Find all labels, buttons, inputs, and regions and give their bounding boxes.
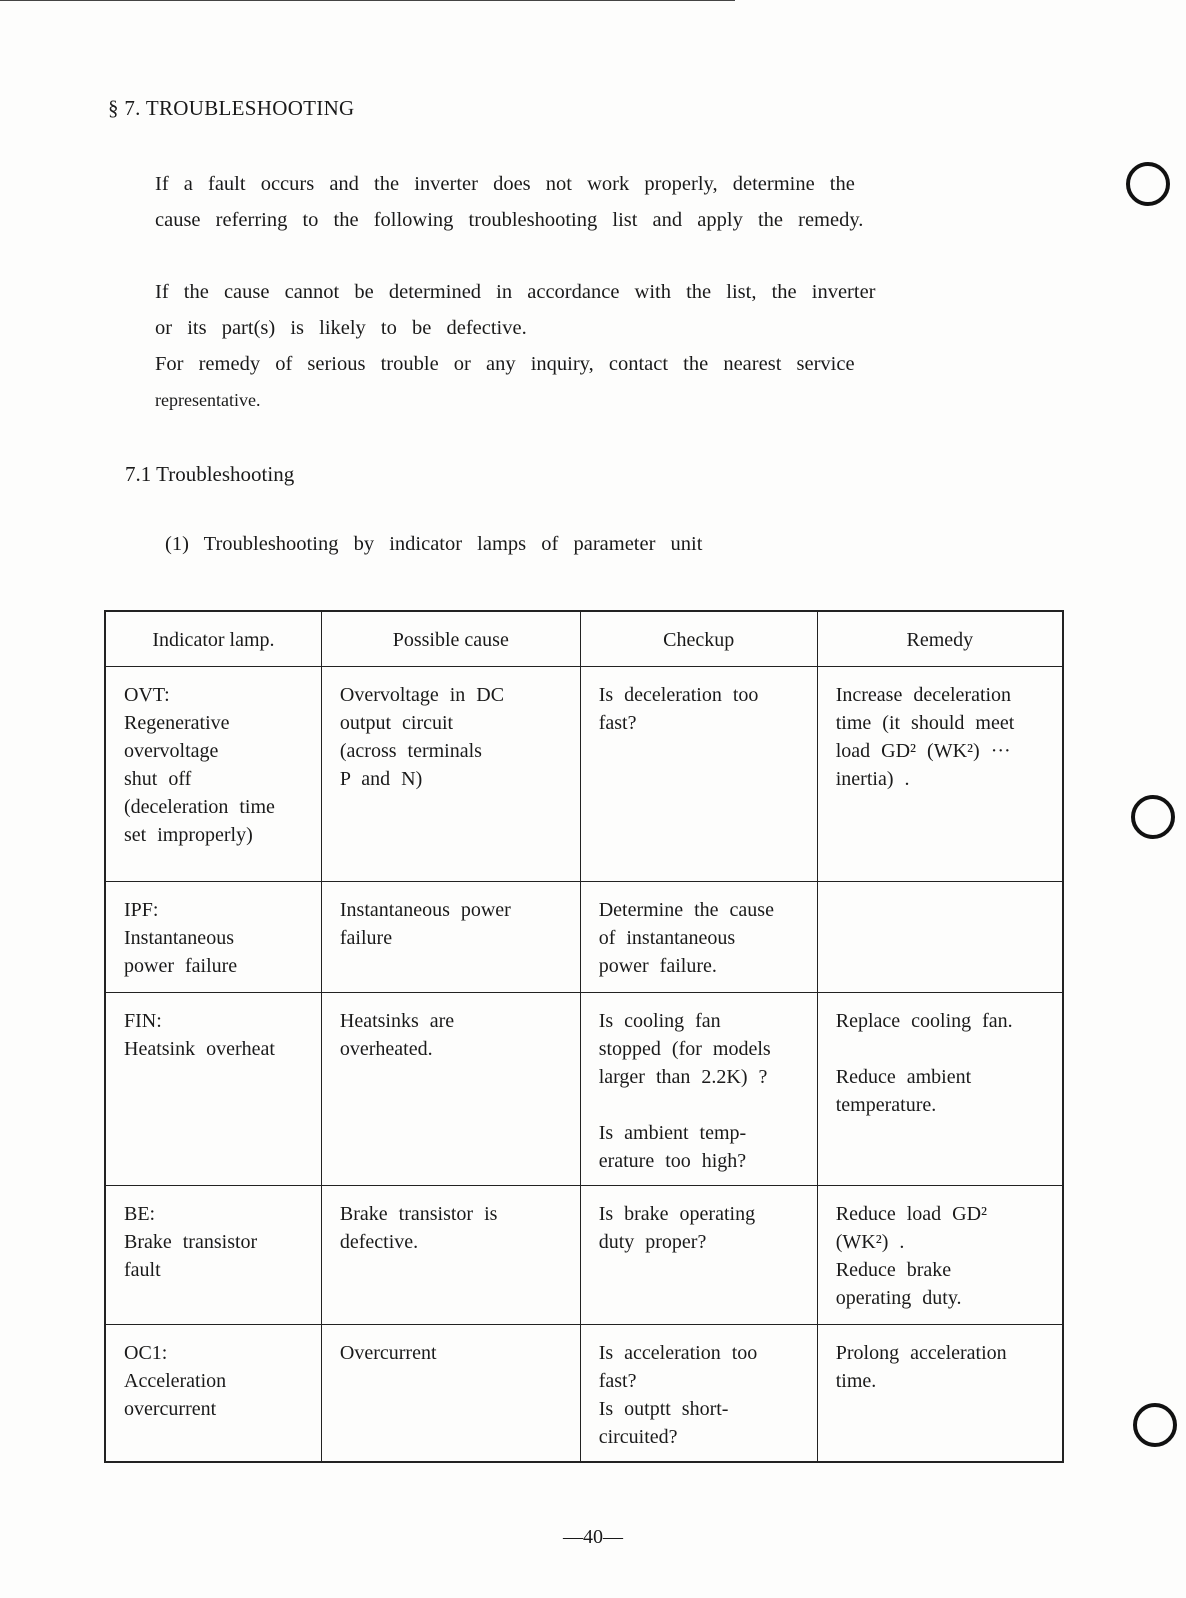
subsection-title: 7.1 Troubleshooting	[125, 462, 295, 486]
cell-remedy: Replace cooling fan. Reduce ambient temperature.	[817, 993, 1063, 1186]
header-indicator-lamp: Indicator lamp.	[105, 611, 321, 667]
cell-checkup: Determine the cause of instantaneous power failure.	[580, 882, 817, 993]
sub-subsection-title: (1) Troubleshooting by indicator lamps of parameter unit	[165, 533, 703, 555]
header-possible-cause: Possible cause	[321, 611, 580, 667]
cell-checkup: Is brake operating duty proper?	[580, 1186, 817, 1325]
page-number: —40—	[563, 1526, 623, 1548]
cell-indicator: OVT: Regenerative overvoltage shut off (deceleration time set improperly)	[105, 667, 321, 882]
header-checkup: Checkup	[580, 611, 817, 667]
cell-remedy: Increase deceleration time (it should meet load GD² (WK²) ··· inertia) .	[817, 667, 1063, 882]
cell-cause: Overcurrent	[321, 1325, 580, 1463]
cell-checkup: Is deceleration too fast?	[580, 667, 817, 882]
table-row	[105, 1186, 1063, 1325]
cell-indicator: OC1: Acceleration overcurrent	[105, 1325, 321, 1463]
binder-hole	[1131, 795, 1175, 839]
cause-line: For remedy of serious trouble or any inquiry, contact the nearest service	[155, 353, 855, 375]
cell-remedy	[817, 882, 1063, 993]
top-rule	[0, 0, 735, 1]
table-row	[105, 1325, 1063, 1463]
table-header-row	[105, 611, 1063, 667]
table-row	[105, 993, 1063, 1186]
cell-indicator: IPF: Instantaneous power failure	[105, 882, 321, 993]
cause-paragraph	[155, 274, 1025, 418]
cell-cause: Heatsinks are overheated.	[321, 993, 580, 1186]
table-row	[105, 667, 1063, 882]
cause-line: If the cause cannot be determined in accordance with the list, the inverter	[155, 281, 876, 303]
intro-line: cause referring to the following troubleshooting list and apply the remedy.	[155, 209, 864, 231]
header-remedy: Remedy	[817, 611, 1063, 667]
cell-checkup: Is cooling fan stopped (for models larger than 2.2K) ? Is ambient temp- erature too high?	[580, 993, 817, 1186]
section-heading: § 7. TROUBLESHOOTING	[108, 96, 355, 120]
cause-line: or its part(s) is likely to be defective.	[155, 317, 527, 339]
table-row	[105, 882, 1063, 993]
cell-cause: Overvoltage in DC output circuit (across terminals P and N)	[321, 667, 580, 882]
cell-indicator: FIN: Heatsink overheat	[105, 993, 321, 1186]
cell-cause: Instantaneous power failure	[321, 882, 580, 993]
intro-paragraph	[155, 166, 1025, 238]
cause-line: representative.	[155, 390, 261, 410]
troubleshooting-table	[104, 610, 1064, 1463]
binder-hole	[1133, 1403, 1177, 1447]
intro-line: If a fault occurs and the inverter does not work properly, determine the	[155, 173, 855, 195]
cell-indicator: BE: Brake transistor fault	[105, 1186, 321, 1325]
cell-cause: Brake transistor is defective.	[321, 1186, 580, 1325]
cell-remedy: Reduce load GD² (WK²) . Reduce brake operating duty.	[817, 1186, 1063, 1325]
binder-hole	[1126, 162, 1170, 206]
cell-remedy: Prolong acceleration time.	[817, 1325, 1063, 1463]
cell-checkup: Is acceleration too fast? Is outptt short- circuited?	[580, 1325, 817, 1463]
